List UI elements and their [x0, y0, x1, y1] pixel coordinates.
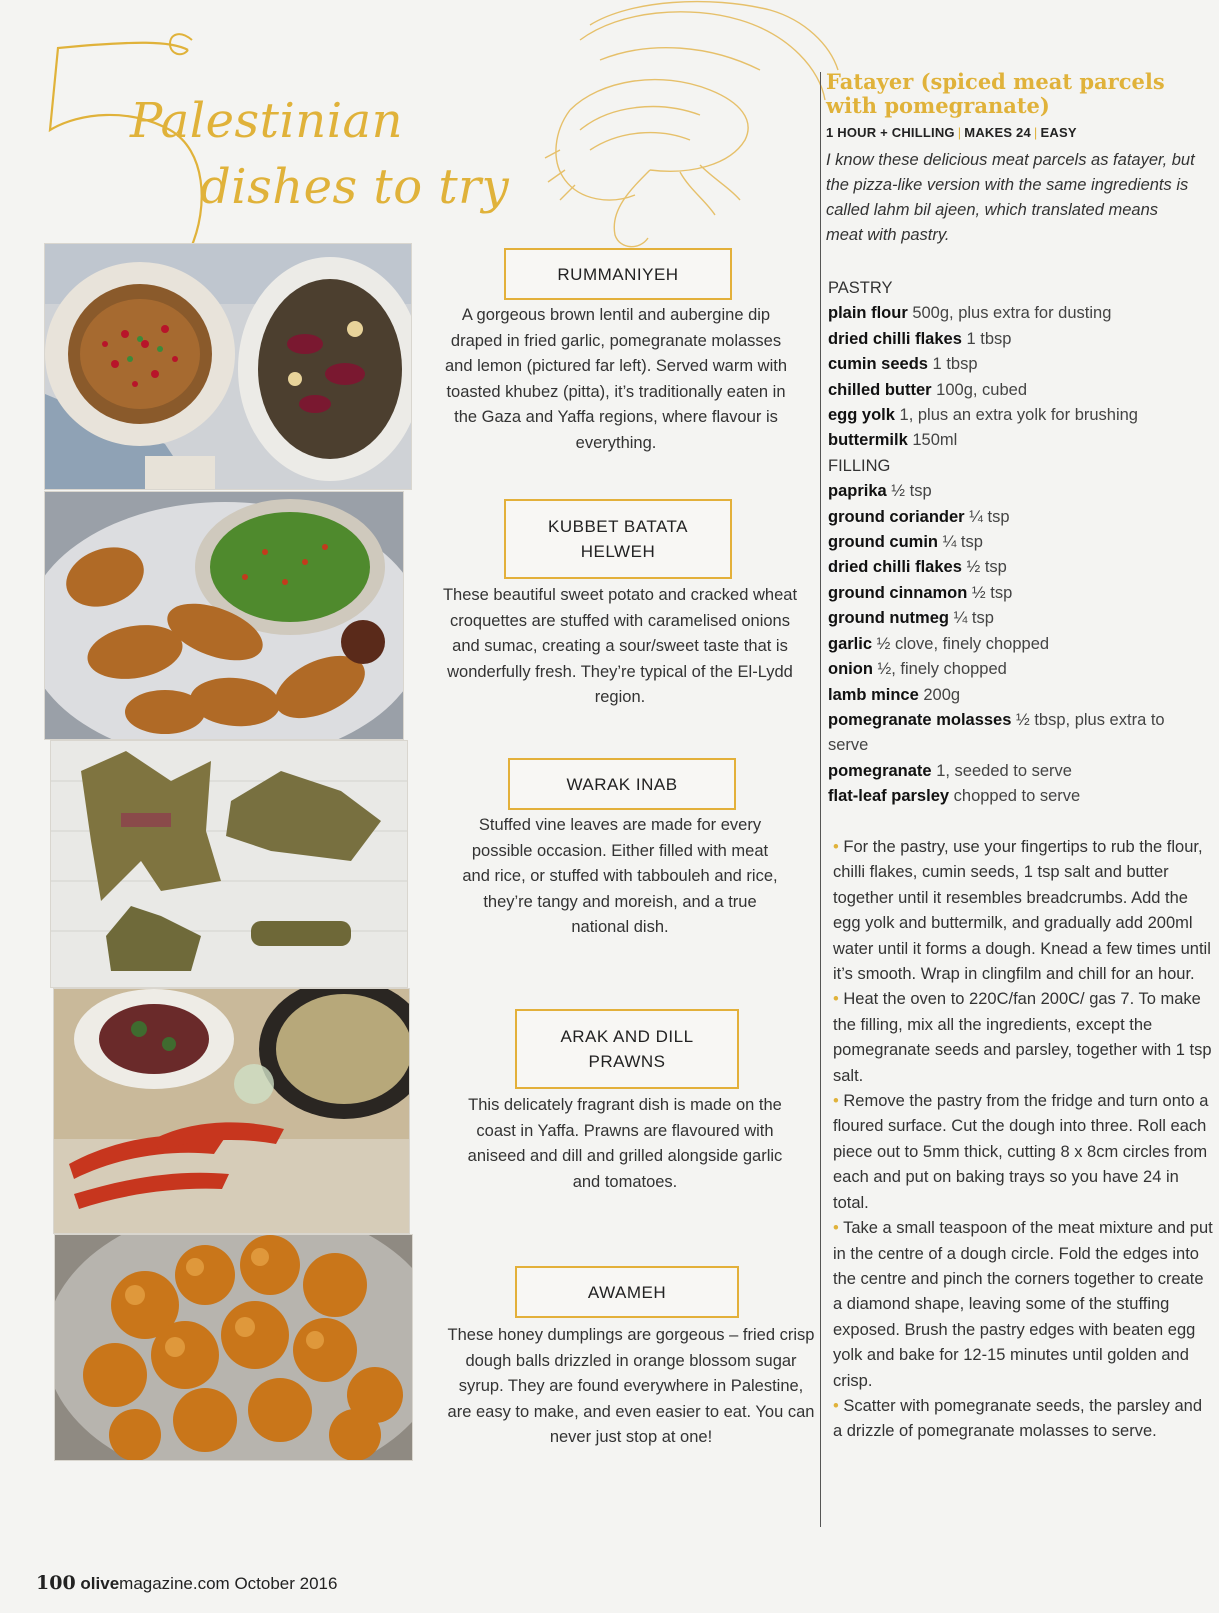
ingredient-name: paprika — [828, 482, 887, 501]
dish-desc-arak-prawns: This delicately fragrant dish is made on the coast in Yaffa. Prawns are flavoured with aniseed and dill and grilled alongside garlic and tomatoes. — [467, 1096, 783, 1191]
ingredient-item — [828, 327, 1208, 352]
ingredient-name: chilled butter — [828, 380, 932, 399]
recipe-yield: MAKES 24 — [964, 125, 1031, 140]
ingredient-name: pomegranate molasses — [828, 710, 1012, 729]
ingredient-item — [828, 530, 1208, 555]
ingredient-item — [828, 708, 1208, 759]
ingredient-name: dried chilli flakes — [828, 558, 962, 577]
dish-title-awameh — [515, 1266, 739, 1318]
dish-desc-rummaniyeh: A gorgeous brown lentil and aubergine dip draped in fried garlic, pomegranate molasses and lemon (pictured far left). Served warm with toasted khubez (pitta), it’s traditionally eaten in the Gaza and Yaffa regions, where flavour is everything. — [444, 306, 788, 452]
footer-date: October 2016 — [234, 1574, 338, 1593]
ingredient-item — [828, 555, 1208, 580]
ingredient-quantity: 100g, cubed — [931, 380, 1028, 399]
footer-site: magazine.com — [119, 1574, 230, 1593]
ingredient-quantity: ½ tsp — [967, 583, 1013, 602]
photo-awameh — [54, 1234, 413, 1461]
ingredient-item — [828, 581, 1208, 606]
dish-name: RUMMANIYEH — [557, 264, 679, 284]
ingredient-quantity: ½ tsp — [886, 482, 932, 501]
ingredients — [828, 276, 1208, 810]
dish-name: ARAK AND DILL PRAWNS — [560, 1027, 694, 1071]
dish-title-warak-inab — [508, 758, 736, 810]
photo-arak-prawns — [53, 988, 410, 1234]
title-line-2: dishes to try — [200, 159, 510, 215]
recipe-time: 1 HOUR + CHILLING — [826, 125, 955, 140]
ingredient-name: ground cumin — [828, 533, 938, 552]
method-step-text: Heat the oven to 220C/fan 200C/ gas 7. To make the filling, mix all the ingredients, except the pomegranate seeds and parsley, together with 1 tsp salt. — [833, 990, 1212, 1085]
page-number: 100 — [36, 1572, 76, 1594]
recipe-method — [833, 835, 1213, 1445]
method-step — [833, 1089, 1213, 1216]
ingredient-quantity: ½, finely chopped — [872, 660, 1007, 679]
page-title — [130, 88, 550, 220]
ingredient-name: flat-leaf parsley — [828, 787, 950, 806]
dish-name: AWAMEH — [587, 1282, 667, 1302]
ingredient-quantity: 1, seeded to serve — [931, 761, 1072, 780]
method-step — [833, 1216, 1213, 1394]
bullet-icon: • — [833, 838, 844, 856]
ingredient-name: cumin seeds — [828, 355, 928, 374]
ingredient-item — [828, 505, 1208, 530]
bullet-icon: • — [833, 1219, 844, 1238]
footer-brand: olive — [80, 1574, 120, 1593]
ingredient-quantity: 1 tbsp — [961, 329, 1012, 348]
ingredient-quantity: 150ml — [907, 431, 958, 450]
ingredient-name: ground cinnamon — [828, 583, 968, 602]
dish-desc-warak-inab: Stuffed vine leaves are made for every possible occasion. Either filled with meat and rice, or stuffed with tabbouleh and rice, they’re tangy and moreish, and a true national dish. — [462, 816, 778, 936]
ingredient-item — [828, 657, 1208, 682]
ingredient-quantity: ¼ tsp — [948, 609, 994, 628]
ingredient-name: egg yolk — [828, 406, 895, 425]
ingredient-quantity: ¼ tsp — [964, 507, 1010, 526]
method-step — [833, 1394, 1213, 1445]
svg-text:5: 5 — [20, 20, 21, 21]
ingredient-name: lamb mince — [828, 685, 919, 704]
ingredient-quantity: ½ tbsp, plus extra to serve — [828, 710, 1165, 755]
ingredient-quantity: ½ tsp — [961, 558, 1007, 577]
ingredient-item — [828, 479, 1208, 504]
dish-title-arak-prawns — [515, 1009, 739, 1089]
ingredient-item — [828, 632, 1208, 657]
dish-desc-awameh: These honey dumplings are gorgeous – fried crisp dough balls drizzled in orange blossom sugar syrup. They are found everywhere in Palestine, are easy to make, and even easier to eat. You can never just stop at one! — [447, 1326, 815, 1446]
ingredient-quantity: 200g — [918, 685, 961, 704]
bullet-icon: • — [833, 1396, 844, 1415]
ingredient-name: ground nutmeg — [828, 609, 949, 628]
photo-rummaniyeh — [44, 243, 412, 490]
page-footer — [36, 1572, 337, 1594]
ingredient-quantity: ½ clove, finely chopped — [872, 634, 1050, 653]
ingredient-item — [828, 759, 1208, 784]
prawn-illustration — [540, 0, 840, 250]
ingredient-item — [828, 428, 1208, 453]
ingredient-item — [828, 378, 1208, 403]
filling-ingredients — [828, 479, 1208, 809]
ingredient-name: buttermilk — [828, 431, 908, 450]
bullet-icon: • — [833, 1092, 844, 1111]
method-step-text: For the pastry, use your fingertips to rub the flour, chilli flakes, cumin seeds, 1 tsp salt and butter together until it resembles breadcrumbs. Add the egg yolk and buttermilk, and gradually add 200ml water until it forms a dough. Knead a few times until it’s smooth. Wrap in clingfilm and chill for an hour. — [833, 838, 1211, 984]
dish-name: KUBBET BATATA HELWEH — [547, 517, 688, 561]
photo-kubbet-batata — [44, 491, 404, 740]
method-step-text: Scatter with pomegranate seeds, the parsley and a drizzle of pomegranate molasses to serve. — [833, 1396, 1203, 1441]
method-step-text: Take a small teaspoon of the meat mixture and put in the centre of a dough circle. Fold the edges into the centre and pinch the corners together to create a diamond shape, leaving some of the stuffing exposed. Brush the pastry edges with beaten egg yolk and bake for 12-15 minutes until golden and crisp. — [833, 1219, 1213, 1390]
dish-title-rummaniyeh — [504, 248, 732, 300]
ingredient-name: dried chilli flakes — [828, 329, 962, 348]
method-step-text: Remove the pastry from the fridge and turn onto a floured surface. Cut the dough into three. Roll each piece out to 5mm thick, cutting 8 x 8cm circles from each and put on baking trays so you have 24 in total. — [833, 1092, 1209, 1212]
recipe-meta: 1 HOUR + CHILLING | MAKES 24 | EASY — [826, 125, 1077, 140]
title-line-1: Palestinian — [130, 93, 404, 149]
method-step — [833, 835, 1213, 987]
ingredient-name: garlic — [828, 634, 873, 653]
dish-title-kubbet-batata — [504, 499, 732, 579]
ingredient-quantity: 500g, plus extra for dusting — [907, 304, 1112, 323]
ingredient-name: pomegranate — [828, 761, 932, 780]
ingredient-name: plain flour — [828, 304, 908, 323]
ingredient-item — [828, 301, 1208, 326]
ingredient-item — [828, 352, 1208, 377]
ingredient-item — [828, 683, 1208, 708]
ingredient-quantity: 1, plus an extra yolk for brushing — [894, 406, 1138, 425]
column-divider — [820, 72, 821, 1527]
ingredient-name: ground coriander — [828, 507, 965, 526]
recipe-difficulty: EASY — [1040, 125, 1077, 140]
ingredient-item — [828, 403, 1208, 428]
ingredient-item — [828, 784, 1208, 809]
method-step — [833, 987, 1213, 1089]
bullet-icon: • — [833, 990, 844, 1009]
filling-heading: FILLING — [828, 456, 891, 475]
dish-desc-kubbet-batata: These beautiful sweet potato and cracked wheat croquettes are stuffed with caramelised onions and sumac, creating a sour/sweet taste that is wonderfully fresh. They’re typical of the El-Lydd region. — [442, 586, 798, 706]
ingredient-quantity: 1 tbsp — [927, 355, 978, 374]
dish-name: WARAK INAB — [566, 774, 678, 794]
pastry-heading: PASTRY — [828, 279, 893, 297]
recipe-intro: I know these delicious meat parcels as fatayer, but the pizza-like version with the same ingredients is called lahm bil ajeen, which translated means meat with pastry. — [826, 151, 1195, 244]
ingredient-quantity: ¼ tsp — [938, 533, 983, 552]
recipe-title: Fatayer (spiced meat parcels with pomegranate) — [826, 69, 1165, 118]
ingredient-quantity: chopped to serve — [949, 787, 1081, 806]
photo-warak-inab — [50, 740, 408, 988]
pastry-ingredients — [828, 301, 1208, 453]
ingredient-item — [828, 606, 1208, 631]
ingredient-name: onion — [828, 660, 873, 679]
